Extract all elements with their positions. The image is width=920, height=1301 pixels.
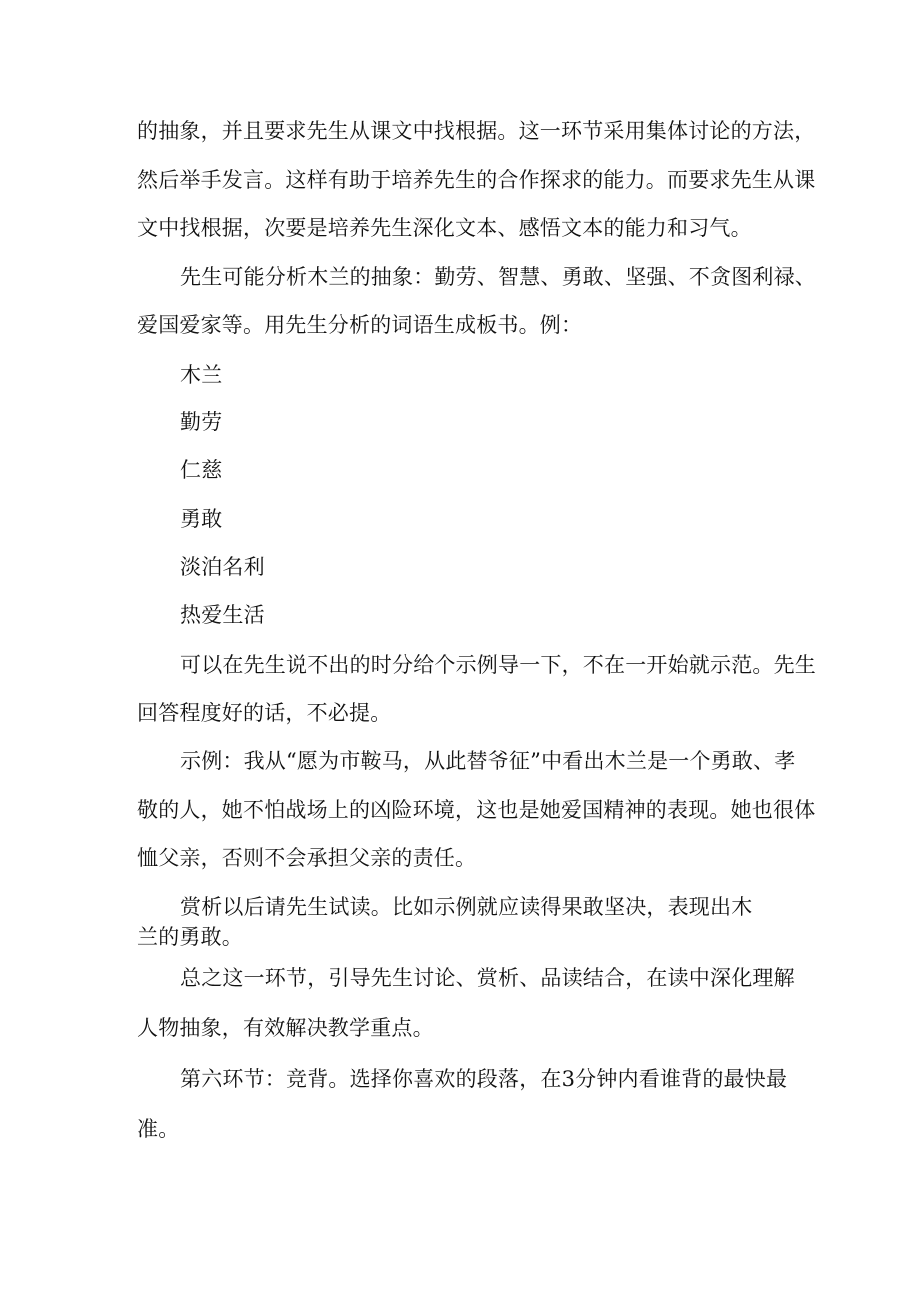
paragraph-1-line-2: 然后举手发言。这样有助于培养先生的合作探求的能力。而要求先生从课 [137, 168, 816, 192]
paragraph-1-line-3: 文中找根据，次要是培养先生深化文本、感悟文本的能力和习气。 [137, 216, 752, 240]
paragraph-3-line-1: 可以在先生说不出的时分给个示例导一下，不在一开始就示范。先生 [180, 653, 816, 677]
board-item-indifferent-to-fame: 淡泊名利 [180, 555, 265, 579]
paragraph-4-line-2: 敬的人，她不怕战场上的凶险环境，这也是她爱国精神的表现。她也很体 [137, 798, 816, 822]
board-item-kind: 仁慈 [180, 458, 223, 482]
paragraph-3-line-2: 回答程度好的话，不必提。 [137, 701, 392, 725]
paragraph-2-line-2: 爱国爱家等。用先生分析的词语生成板书。例： [137, 313, 583, 337]
board-item-brave: 勇敢 [180, 507, 223, 531]
board-item-love-life: 热爱生活 [180, 603, 265, 627]
paragraph-2-line-1: 先生可能分析木兰的抽象：勤劳、智慧、勇敢、坚强、不贪图利禄、 [180, 265, 816, 289]
paragraph-7-line-2: 准。 [137, 1117, 180, 1141]
paragraph-1-line-1: 的抽象，并且要求先生从课文中找根据。这一环节采用集体讨论的方法， [137, 119, 816, 143]
paragraph-4-line-1: 示例：我从“愿为市鞍马，从此替爷征”中看出木兰是一个勇敢、孝 [180, 749, 796, 773]
board-item-diligent: 勤劳 [180, 410, 223, 434]
board-item-mulan: 木兰 [180, 363, 223, 387]
paragraph-7-line-1: 第六环节：竞背。选择你喜欢的段落，在3分钟内看谁背的最快最 [180, 1067, 788, 1091]
paragraph-6-line-2: 人物抽象，有效解决教学重点。 [137, 1016, 434, 1040]
paragraph-5-line-1: 赏析以后请先生试读。比如示例就应读得果敢坚决，表现出木 [180, 895, 753, 919]
paragraph-5-line-2: 兰的勇敢。 [137, 925, 243, 949]
paragraph-4-line-3: 恤父亲，否则不会承担父亲的责任。 [137, 846, 477, 870]
paragraph-6-line-1: 总之这一环节，引导先生讨论、赏析、品读结合，在读中深化理解 [180, 966, 795, 990]
